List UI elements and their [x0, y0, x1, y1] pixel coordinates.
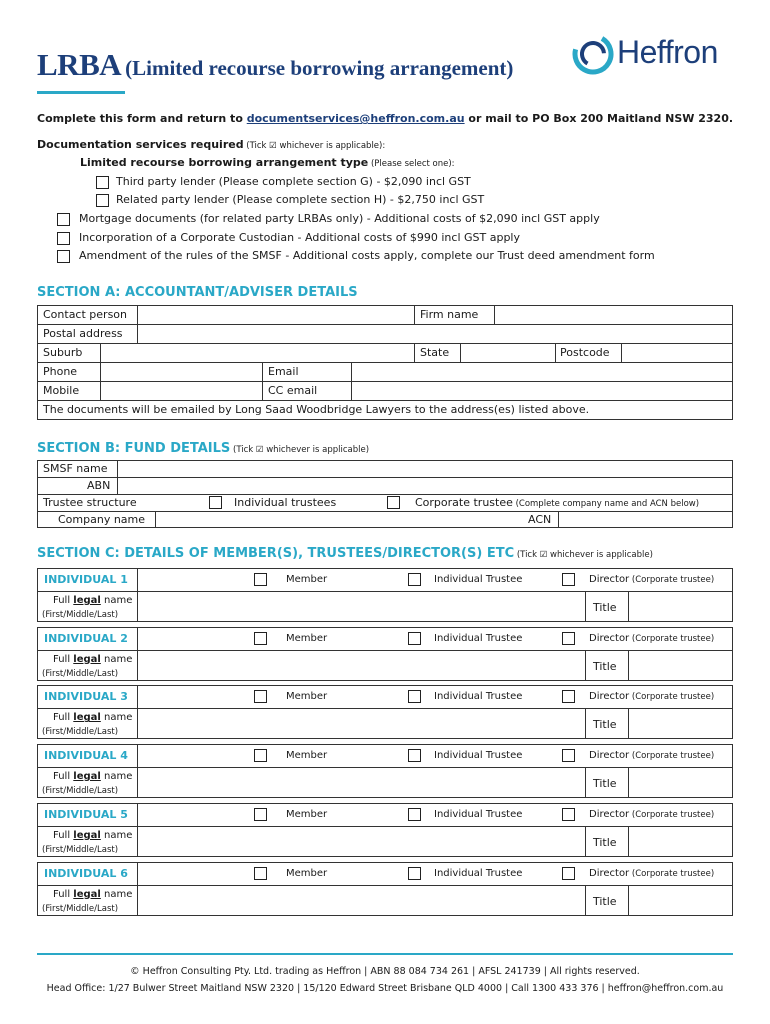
individual-trustee-checkbox[interactable] — [408, 867, 421, 880]
phone-field[interactable] — [101, 363, 261, 380]
related-party-checkbox[interactable] — [96, 194, 109, 207]
name-sub-label: (First/Middle/Last) — [42, 903, 119, 914]
section-b-heading-note: (Tick ☑ whichever is applicable) — [230, 445, 370, 455]
postcode-label: Postcode — [560, 346, 610, 359]
director-label: Director (Corporate trustee) — [589, 750, 715, 762]
individual-trustee-checkbox[interactable] — [408, 573, 421, 586]
member-checkbox[interactable] — [254, 867, 267, 880]
section-c-heading-text: SECTION C: DETAILS OF MEMBER(S), TRUSTEES/DIRECTOR(S) ETC — [37, 546, 515, 561]
lrba-type-note: (Please select one): — [368, 159, 455, 169]
name-sub-label: (First/Middle/Last) — [42, 844, 119, 855]
individual-trustee-label: Individual Trustee — [434, 750, 523, 762]
director-checkbox[interactable] — [562, 690, 575, 703]
individual-trustee-label: Individual Trustee — [434, 867, 523, 879]
name-sub-label: (First/Middle/Last) — [42, 668, 119, 679]
name-sub-label: (First/Middle/Last) — [42, 786, 119, 797]
logo-text: Heffron — [617, 34, 718, 70]
acn-field[interactable] — [559, 512, 732, 527]
company-name-label: Company name — [58, 513, 146, 526]
member-checkbox[interactable] — [254, 632, 267, 645]
intro-suffix: or mail to PO Box 200 Maitland NSW 2320. — [464, 112, 734, 125]
individual-label: INDIVIDUAL 2 — [44, 631, 128, 645]
related-party-label: Related party lender (Please complete section H) - $2,750 incl GST — [116, 193, 485, 206]
individual-trustee-checkbox[interactable] — [408, 808, 421, 821]
director-label: Director (Corporate trustee) — [589, 867, 715, 879]
director-label: Director (Corporate trustee) — [589, 808, 715, 820]
documentation-heading-text: Documentation services required — [37, 138, 244, 151]
title-field[interactable] — [629, 886, 732, 915]
section-b-heading — [37, 441, 369, 456]
suburb-label: Suburb — [43, 346, 83, 359]
firm-name-label: Firm name — [420, 308, 479, 321]
mobile-field[interactable] — [101, 382, 261, 399]
amendment-label: Amendment of the rules of the SMSF - Additional costs apply, complete our Trust deed amendment form — [79, 249, 655, 262]
full-legal-name-field[interactable] — [138, 651, 584, 680]
title-sub: (Limited recourse borrowing arrangement) — [125, 56, 514, 80]
name-sub-label: (First/Middle/Last) — [42, 610, 119, 620]
title-label: Title — [593, 835, 617, 849]
documentation-heading-note: (Tick ☑ whichever is applicable): — [243, 141, 386, 151]
company-name-field[interactable] — [156, 512, 521, 527]
full-legal-name-field[interactable] — [138, 886, 584, 915]
amendment-checkbox[interactable] — [57, 250, 70, 263]
heffron-logo-icon — [572, 33, 614, 75]
member-label: Member — [286, 632, 328, 644]
third-party-checkbox[interactable] — [96, 176, 109, 189]
individual-trustee-checkbox[interactable] — [408, 632, 421, 645]
phone-label: Phone — [43, 365, 78, 378]
individual-label: INDIVIDUAL 3 — [44, 690, 128, 704]
state-label: State — [420, 346, 450, 359]
abn-label: ABN — [87, 479, 111, 492]
individual-label: INDIVIDUAL 5 — [44, 807, 128, 821]
full-legal-name-label: Full legal name — [53, 653, 133, 665]
member-label: Member — [286, 691, 328, 703]
corporate-trustee-note: (Complete company name and ACN below) — [512, 499, 700, 509]
title-label: Title — [593, 718, 617, 732]
title-field[interactable] — [629, 709, 732, 738]
cc-email-field[interactable] — [352, 382, 732, 399]
custodian-checkbox[interactable] — [57, 232, 70, 245]
full-legal-name-field[interactable] — [138, 827, 584, 856]
full-legal-name-label: Full legal name — [53, 888, 133, 900]
email-label: Email — [268, 365, 299, 378]
title-label: Title — [593, 659, 617, 673]
member-checkbox[interactable] — [254, 690, 267, 703]
director-checkbox[interactable] — [562, 632, 575, 645]
full-legal-name-label: Full legal name — [53, 712, 133, 724]
intro-prefix: Complete this form and return to — [37, 112, 247, 125]
acn-label: ACN — [528, 513, 552, 526]
mortgage-checkbox[interactable] — [57, 213, 70, 226]
corporate-trustee-text: Corporate trustee — [415, 496, 513, 509]
member-label: Member — [286, 867, 328, 879]
smsf-name-field[interactable] — [118, 461, 732, 476]
section-a-heading: SECTION A: ACCOUNTANT/ADVISER DETAILS — [37, 285, 358, 300]
state-field[interactable] — [461, 344, 554, 361]
postal-address-label: Postal address — [43, 327, 123, 340]
director-checkbox[interactable] — [562, 808, 575, 821]
section-a-note: The documents will be emailed by Long Saad Woodbridge Lawyers to the address(es) listed above. — [43, 403, 590, 416]
section-c-heading-note: (Tick ☑ whichever is applicable) — [514, 550, 653, 560]
member-checkbox[interactable] — [254, 573, 267, 586]
title-field[interactable] — [629, 651, 732, 680]
full-legal-name-field[interactable] — [138, 709, 584, 738]
title-underline — [37, 91, 125, 94]
full-legal-name-label: Full legal name — [53, 771, 133, 783]
lrba-type-text: Limited recourse borrowing arrangement type — [80, 156, 369, 169]
individual-trustee-label: Individual Trustee — [434, 632, 523, 644]
footer-line-1: © Heffron Consulting Pty. Ltd. trading as Heffron | ABN 88 084 734 261 | AFSL 241739 | All rights reserved. — [130, 966, 640, 977]
title-label: Title — [593, 777, 617, 791]
page-title — [37, 47, 513, 83]
postcode-field[interactable] — [622, 344, 732, 361]
smsf-name-label: SMSF name — [43, 462, 108, 475]
corporate-trustee-label — [415, 496, 699, 509]
member-label: Member — [286, 808, 328, 820]
email-link[interactable]: documentservices@heffron.com.au — [246, 112, 465, 125]
member-label: Member — [286, 750, 328, 762]
full-legal-name-field[interactable] — [138, 592, 584, 621]
individual-label: INDIVIDUAL 4 — [44, 749, 128, 763]
director-checkbox[interactable] — [562, 867, 575, 880]
individual-trustee-label: Individual Trustee — [434, 808, 523, 820]
contact-person-field[interactable] — [138, 306, 413, 323]
title-field[interactable] — [629, 768, 732, 797]
member-checkbox[interactable] — [254, 808, 267, 821]
contact-person-label: Contact person — [43, 308, 127, 321]
abn-field[interactable] — [118, 478, 732, 493]
title-label: Title — [593, 601, 617, 614]
postal-address-field[interactable] — [138, 325, 732, 342]
individual-label: INDIVIDUAL 6 — [44, 866, 128, 880]
full-legal-name-label: Full legal name — [53, 595, 133, 606]
individual-label: INDIVIDUAL 1 — [44, 573, 128, 586]
director-label: Director (Corporate trustee) — [589, 691, 715, 703]
full-legal-name-field[interactable] — [138, 768, 584, 797]
individual-trustees-checkbox[interactable] — [209, 496, 222, 509]
intro-line — [37, 112, 733, 125]
suburb-field[interactable] — [101, 344, 413, 361]
full-legal-name-label: Full legal name — [53, 829, 133, 841]
email-field[interactable] — [352, 363, 732, 380]
footer-line-2: Head Office: 1/27 Bulwer Street Maitland NSW 2320 | 15/120 Edward Street Brisbane QLD 4000 | Call 1300 433 376 | heffron@heffron.com.au — [46, 983, 724, 994]
director-label: Director (Corporate trustee) — [589, 574, 715, 585]
title-main: LRBA — [37, 47, 122, 82]
individual-trustees-label: Individual trustees — [234, 496, 337, 509]
director-label: Director (Corporate trustee) — [589, 632, 715, 644]
section-c-heading — [37, 546, 653, 561]
director-checkbox[interactable] — [562, 573, 575, 586]
title-field[interactable] — [629, 592, 732, 621]
individual-trustee-label: Individual Trustee — [434, 691, 523, 703]
mortgage-label: Mortgage documents (for related party LRBAs only) - Additional costs of $2,090 incl GST apply — [79, 212, 600, 225]
documentation-heading — [37, 138, 385, 151]
individual-trustee-label: Individual Trustee — [434, 574, 523, 585]
title-label: Title — [593, 894, 617, 908]
cc-email-label: CC email — [268, 384, 318, 397]
firm-name-field[interactable] — [495, 306, 732, 323]
director-checkbox[interactable] — [562, 749, 575, 762]
trustee-structure-label: Trustee structure — [43, 496, 137, 509]
title-field[interactable] — [629, 827, 732, 856]
footer-rule — [37, 953, 733, 955]
custodian-label: Incorporation of a Corporate Custodian - Additional costs of $990 incl GST apply — [79, 231, 520, 244]
third-party-label: Third party lender (Please complete section G) - $2,090 incl GST — [116, 175, 471, 188]
member-checkbox[interactable] — [254, 749, 267, 762]
lrba-type-heading — [80, 156, 455, 169]
section-b-heading-text: SECTION B: FUND DETAILS — [37, 441, 231, 456]
individual-trustee-checkbox[interactable] — [408, 690, 421, 703]
individual-trustee-checkbox[interactable] — [408, 749, 421, 762]
member-label: Member — [286, 574, 328, 585]
mobile-label: Mobile — [43, 384, 80, 397]
corporate-trustee-checkbox[interactable] — [387, 496, 400, 509]
name-sub-label: (First/Middle/Last) — [42, 727, 119, 738]
